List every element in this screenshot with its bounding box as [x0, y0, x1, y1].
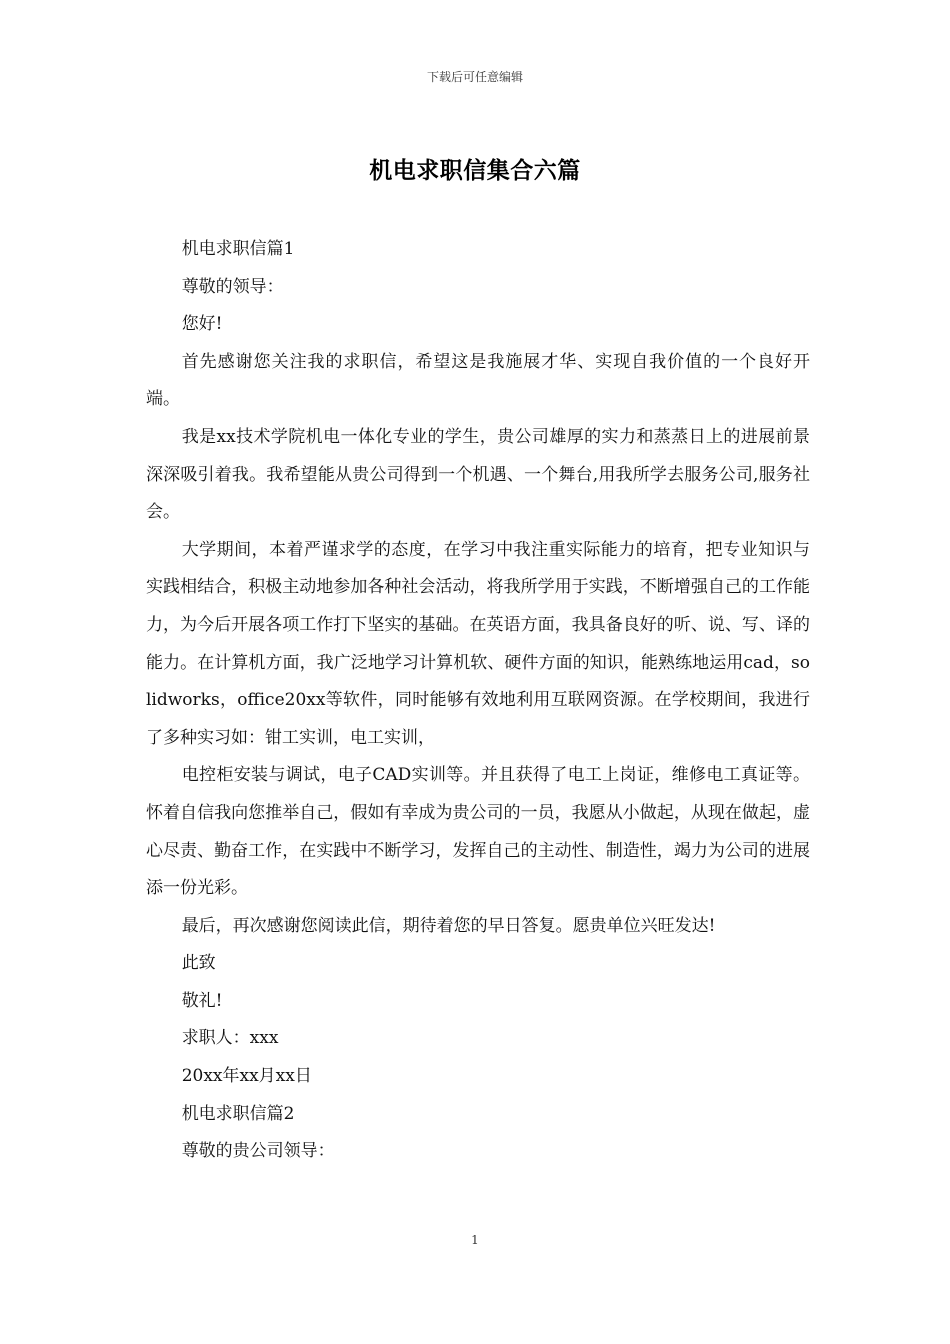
- section-heading-2: 机电求职信篇2: [181, 1103, 295, 1124]
- body-paragraph: 大学期间，本着严谨求学的态度，在学习中我注重实际能力的培育，把专业知识与实践相结合，积极主动地参加各种社会活动，将我所学用于实践，不断增强自己的工作能力，为今后开展各项工作打下坚实的基础。在英语方面，我具备良好的听、说、写、译的能力。在计算机方面，我广泛地学习计算机软、硬件方面的知识，能熟练地运用cad，solidworks，office20xx等软件，同时能够有效地利用互联网资源。在学校期间，我进行了多种实习如：钳工实训，电工实训，: [146, 539, 810, 748]
- closing-paragraph: 最后，再次感谢您阅读此信，期待着您的早日答复。愿贵单位兴旺发达!: [181, 915, 716, 936]
- body-paragraph: 电控柜安装与调试，电子CAD实训等。并且获得了电工上岗证，维修电工真证等。怀着自信我向您推举自己，假如有幸成为贵公司的一员，我愿从小做起，从现在做起，虚心尽责、勤奋工作，在实践中不断学习，发挥自己的主动性、制造性，竭力为公司的进展添一份光彩。: [146, 765, 810, 899]
- body-paragraph: 首先感谢您关注我的求职信，希望这是我施展才华、实现自我价值的一个良好开端。: [146, 351, 810, 410]
- header-note: 下载后可任意编辑: [426, 70, 523, 84]
- document-title: 机电求职信集合六篇: [369, 157, 581, 184]
- closing-regards: 敬礼!: [181, 990, 223, 1011]
- greeting: 您好!: [181, 314, 223, 335]
- salutation: 尊敬的贵公司领导：: [181, 1141, 335, 1162]
- salutation: 尊敬的领导：: [181, 276, 284, 297]
- document-body: [146, 231, 810, 1171]
- closing-phrase: 此致: [181, 953, 216, 974]
- body-paragraph: 我是xx技术学院机电一体化专业的学生，贵公司雄厚的实力和蒸蒸日上的进展前景深深吸引着我。我希望能从贵公司得到一个机遇、一个舞台,用我所学去服务公司,服务社会。: [146, 426, 810, 523]
- page-number: 1: [471, 1233, 479, 1247]
- section-heading-1: 机电求职信篇1: [181, 239, 295, 259]
- signature-date: 20xx年xx月xx日: [181, 1066, 312, 1087]
- signature-applicant: 求职人：xxx: [181, 1028, 279, 1049]
